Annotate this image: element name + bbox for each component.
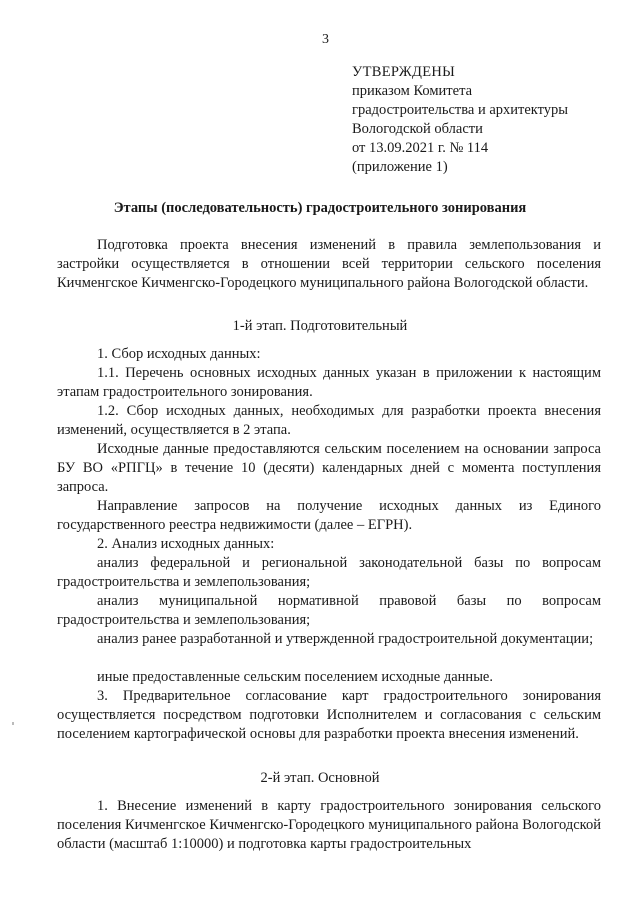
paragraph: анализ муниципальной нормативной правовой базы по вопросам градостроительства и землепользования; [57, 593, 601, 628]
approval-line: градостроительства и архитектуры [352, 102, 569, 118]
paragraph: анализ ранее разработанной и утвержденной градостроительной документации; [97, 631, 594, 647]
paragraph: 3. Предварительное согласование карт градостроительного зонирования осуществляется посредством подготовки Исполнителем и согласования с сельским поселением картографической основы для разработки проекта внесения изменений. [57, 688, 601, 742]
paragraph: анализ федеральной и региональной законодательной базы по вопросам градостроительства и землепользования; [57, 555, 601, 590]
scan-artifact [12, 722, 14, 725]
stage2-heading: 2-й этап. Основной [260, 770, 380, 786]
paragraph: иные предоставленные сельским поселением исходные данные. [97, 669, 493, 685]
approval-line: Вологодской области [352, 121, 483, 137]
paragraph: Исходные данные предоставляются сельским поселением на основании запроса БУ ВО «РПГЦ» в течение 10 (десяти) календарных дней с момента поступления запроса. [57, 441, 601, 495]
approval-block [352, 63, 568, 177]
intro-paragraph: Подготовка проекта внесения изменений в правила землепользования и застройки осуществляется в отношении всей территории сельского поселения Кичменгское Кичменгско-Городецкого муниципального района Вологодской области. [57, 237, 601, 291]
approval-line: приказом Комитета [352, 83, 473, 99]
paragraph: 1. Внесение изменений в карту градостроительного зонирования сельского поселения Кичменгское Кичменгско-Городецкого муниципального района Вологодской области (масштаб 1:10000) и подготовка карты градостроительных [57, 798, 601, 852]
stage1-heading: 1-й этап. Подготовительный [232, 318, 408, 334]
paragraph: Направление запросов на получение исходных данных из Единого государственного реестра недвижимости (далее – ЕГРН). [57, 498, 601, 533]
document-title: Этапы (последовательность) градостроительного зонирования [113, 200, 527, 216]
approval-line: (приложение 1) [352, 159, 448, 175]
paragraph: 1.2. Сбор исходных данных, необходимых для разработки проекта внесения изменений, осуществляется в 2 этапа. [57, 403, 601, 438]
paragraph: 1.1. Перечень основных исходных данных указан в приложении к настоящим этапам градостроительного зонирования. [57, 365, 601, 400]
page-number: 3 [322, 32, 329, 47]
paragraph: 1. Сбор исходных данных: [97, 346, 261, 362]
paragraph: 2. Анализ исходных данных: [97, 536, 275, 552]
approval-line: от 13.09.2021 г. № 114 [352, 140, 489, 156]
approval-heading: УТВЕРЖДЕНЫ [352, 64, 456, 80]
